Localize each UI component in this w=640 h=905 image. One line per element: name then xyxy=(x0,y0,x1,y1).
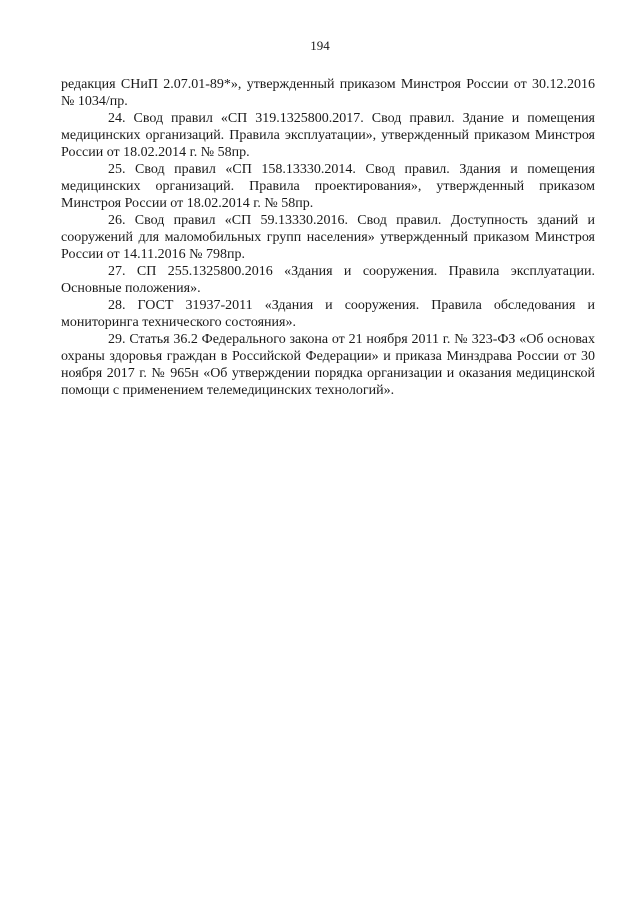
paragraph-item-29: 29. Статья 36.2 Федерального закона от 21 ноября 2011 г. № 323-ФЗ «Об основах охраны здоровья граждан в Российской Федерации» и приказа Минздрава России от 30 ноября 2017 г. № 965н «Об утверждении порядка организации и оказания медицинской помощи с применением телемедицинских технологий». xyxy=(61,332,595,398)
paragraph-item-27: 27. СП 255.1325800.2016 «Здания и сооружения. Правила эксплуатации. Основные положения». xyxy=(61,264,595,296)
paragraph-item-24: 24. Свод правил «СП 319.1325800.2017. Свод правил. Здание и помещения медицинских организаций. Правила эксплуатации», утвержденный приказом Минстроя России от 18.02.2014 г. № 58пр. xyxy=(61,111,595,160)
page-number: 194 xyxy=(310,38,330,53)
paragraph-item-26: 26. Свод правил «СП 59.13330.2016. Свод правил. Доступность зданий и сооружений для маломобильных групп населения» утвержденный приказом Минстроя России от 14.11.2016 № 798пр. xyxy=(61,213,595,262)
document-body xyxy=(61,76,595,399)
paragraph-item-28: 28. ГОСТ 31937-2011 «Здания и сооружения. Правила обследования и мониторинга технического состояния». xyxy=(61,298,595,330)
paragraph-item-25: 25. Свод правил «СП 158.13330.2014. Свод правил. Здания и помещения медицинских организаций. Правила проектирования», утвержденный приказом Минстроя России от 18.02.2014 г. № 58пр. xyxy=(61,162,595,211)
paragraph-continuation: редакция СНиП 2.07.01-89*», утвержденный приказом Минстроя России от 30.12.2016 № 1034/пр. xyxy=(61,77,595,109)
